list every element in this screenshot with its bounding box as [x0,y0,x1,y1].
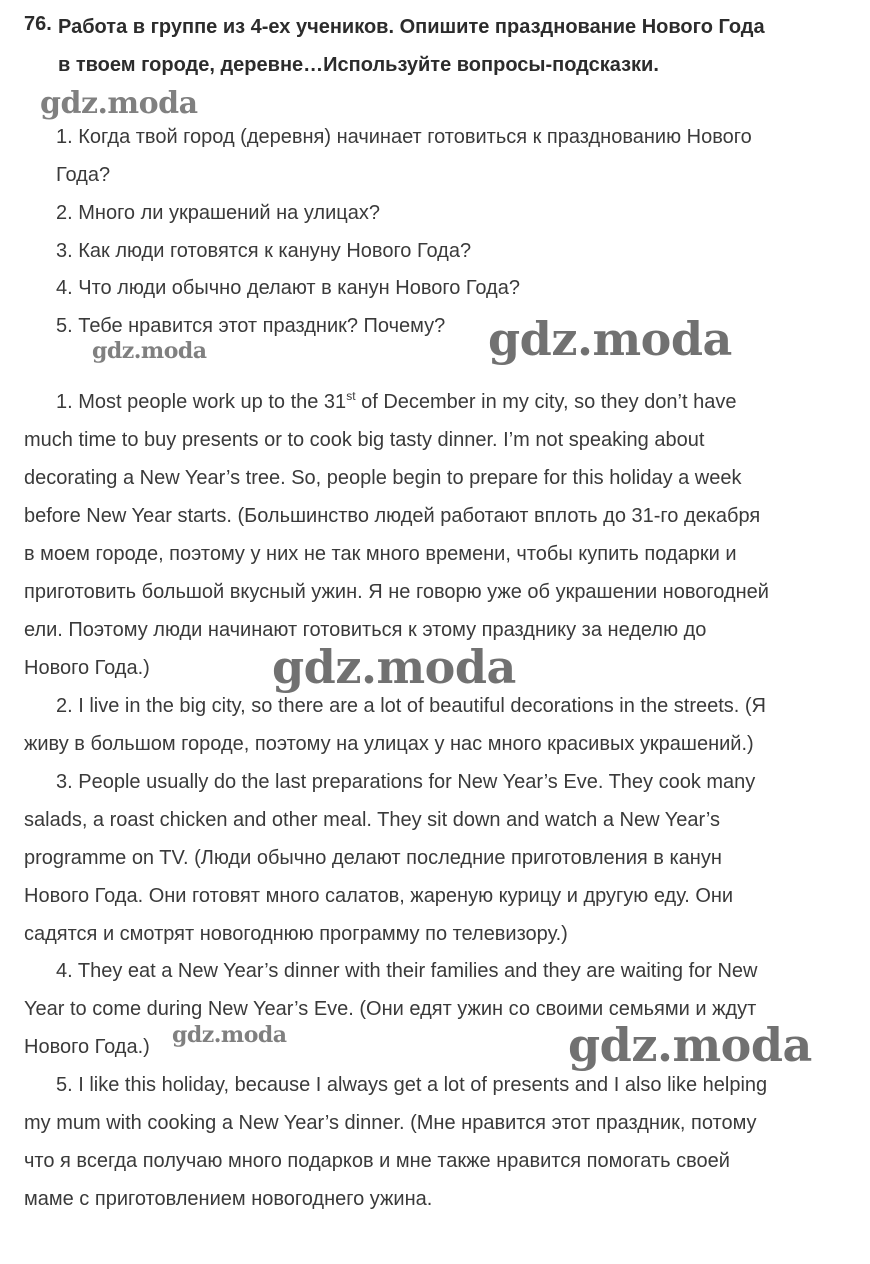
answer-5-line: что я всегда получаю много подарков и мне также нравится помогать своей [24,1150,730,1172]
answer-5-line: маме с приготовлением новогоднего ужина. [24,1188,433,1210]
answer-1-line: приготовить большой вкусный ужин. Я не говорю уже об украшении новогодней [24,581,769,603]
answer-5-line: 5. I like this holiday, because I always get a lot of presents and I also like helping [56,1074,768,1096]
question-2: 2. Много ли украшений на улицах? [56,202,380,224]
answer-1-text-a: 1. Most people work up to the 31 [56,391,347,413]
question-1: 1. Когда твой город (деревня) начинает готовиться к празднованию Нового [56,126,752,148]
watermark-logo: gdz.moda [272,640,516,694]
watermark-logo: gdz.moda [40,86,198,121]
question-5: 5. Тебе нравится этот праздник? Почему? [56,315,446,337]
answer-4-line: Year to come during New Year’s Eve. (Они едят ужин со своими семьями и ждут [24,998,757,1020]
watermark-logo: gdz.moda [92,338,207,364]
answer-1-line: ели. Поэтому люди начинают готовиться к этому празднику за неделю до [24,619,707,641]
answer-4-line: 4. They eat a New Year’s dinner with their families and they are waiting for New [56,960,758,982]
answer-5-line: my mum with cooking a New Year’s dinner. (Мне нравится этот праздник, потому [24,1112,757,1134]
superscript-st: st [346,389,356,403]
answer-1-text-b: of December in my city, so they don’t have [355,391,737,413]
answer-3-line: salads, a roast chicken and other meal. They sit down and watch a New Year’s [24,809,720,831]
watermark-logo: gdz.moda [568,1018,812,1072]
answer-3-line: programme on TV. (Люди обычно делают последние приготовления в канун [24,847,722,869]
answer-2 [24,687,850,763]
answer-1-line: decorating a New Year’s tree. So, people begin to prepare for this holiday a week [24,467,742,489]
answer-1-line [24,383,850,421]
task-title-line-2: в твоем городе, деревне…Используйте вопросы-подсказки. [58,54,659,76]
question-4: 4. Что люди обычно делают в канун Нового Года? [56,277,520,299]
watermark-logo: gdz.moda [172,1022,287,1048]
answer-4-line: Нового Года.) [24,1036,150,1058]
answer-1-line: before New Year starts. (Большинство людей работают вплоть до 31-го декабря [24,505,761,527]
watermark-logo: gdz.moda [488,312,732,366]
answer-3-line: Нового Года. Они готовят много салатов, жареную курицу и другую еду. Они [24,885,734,907]
answer-1-line: в моем городе, поэтому у них не так много времени, чтобы купить подарки и [24,543,737,565]
answer-5 [24,1066,850,1218]
answer-2-line: живу в большом городе, поэтому на улицах у нас много красивых украшений.) [24,733,754,755]
question-1-continued: Года? [56,164,111,186]
answer-3 [24,763,850,953]
task-title-line-1: Работа в группе из 4-ех учеников. Опишите празднование Нового Года [58,16,765,38]
answer-2-line: 2. I live in the big city, so there are a lot of beautiful decorations in the streets. (Я [56,695,766,717]
answer-3-line: садятся и смотрят новогоднюю программу по телевизору.) [24,923,568,945]
answer-3-line: 3. People usually do the last preparations for New Year’s Eve. They cook many [56,771,756,793]
task-number: 76. [24,13,52,35]
answer-1-line: much time to buy presents or to cook big tasty dinner. I’m not speaking about [24,429,705,451]
question-3: 3. Как люди готовятся к кануну Нового Года? [56,240,472,262]
answer-1-line: Нового Года.) [24,657,150,679]
